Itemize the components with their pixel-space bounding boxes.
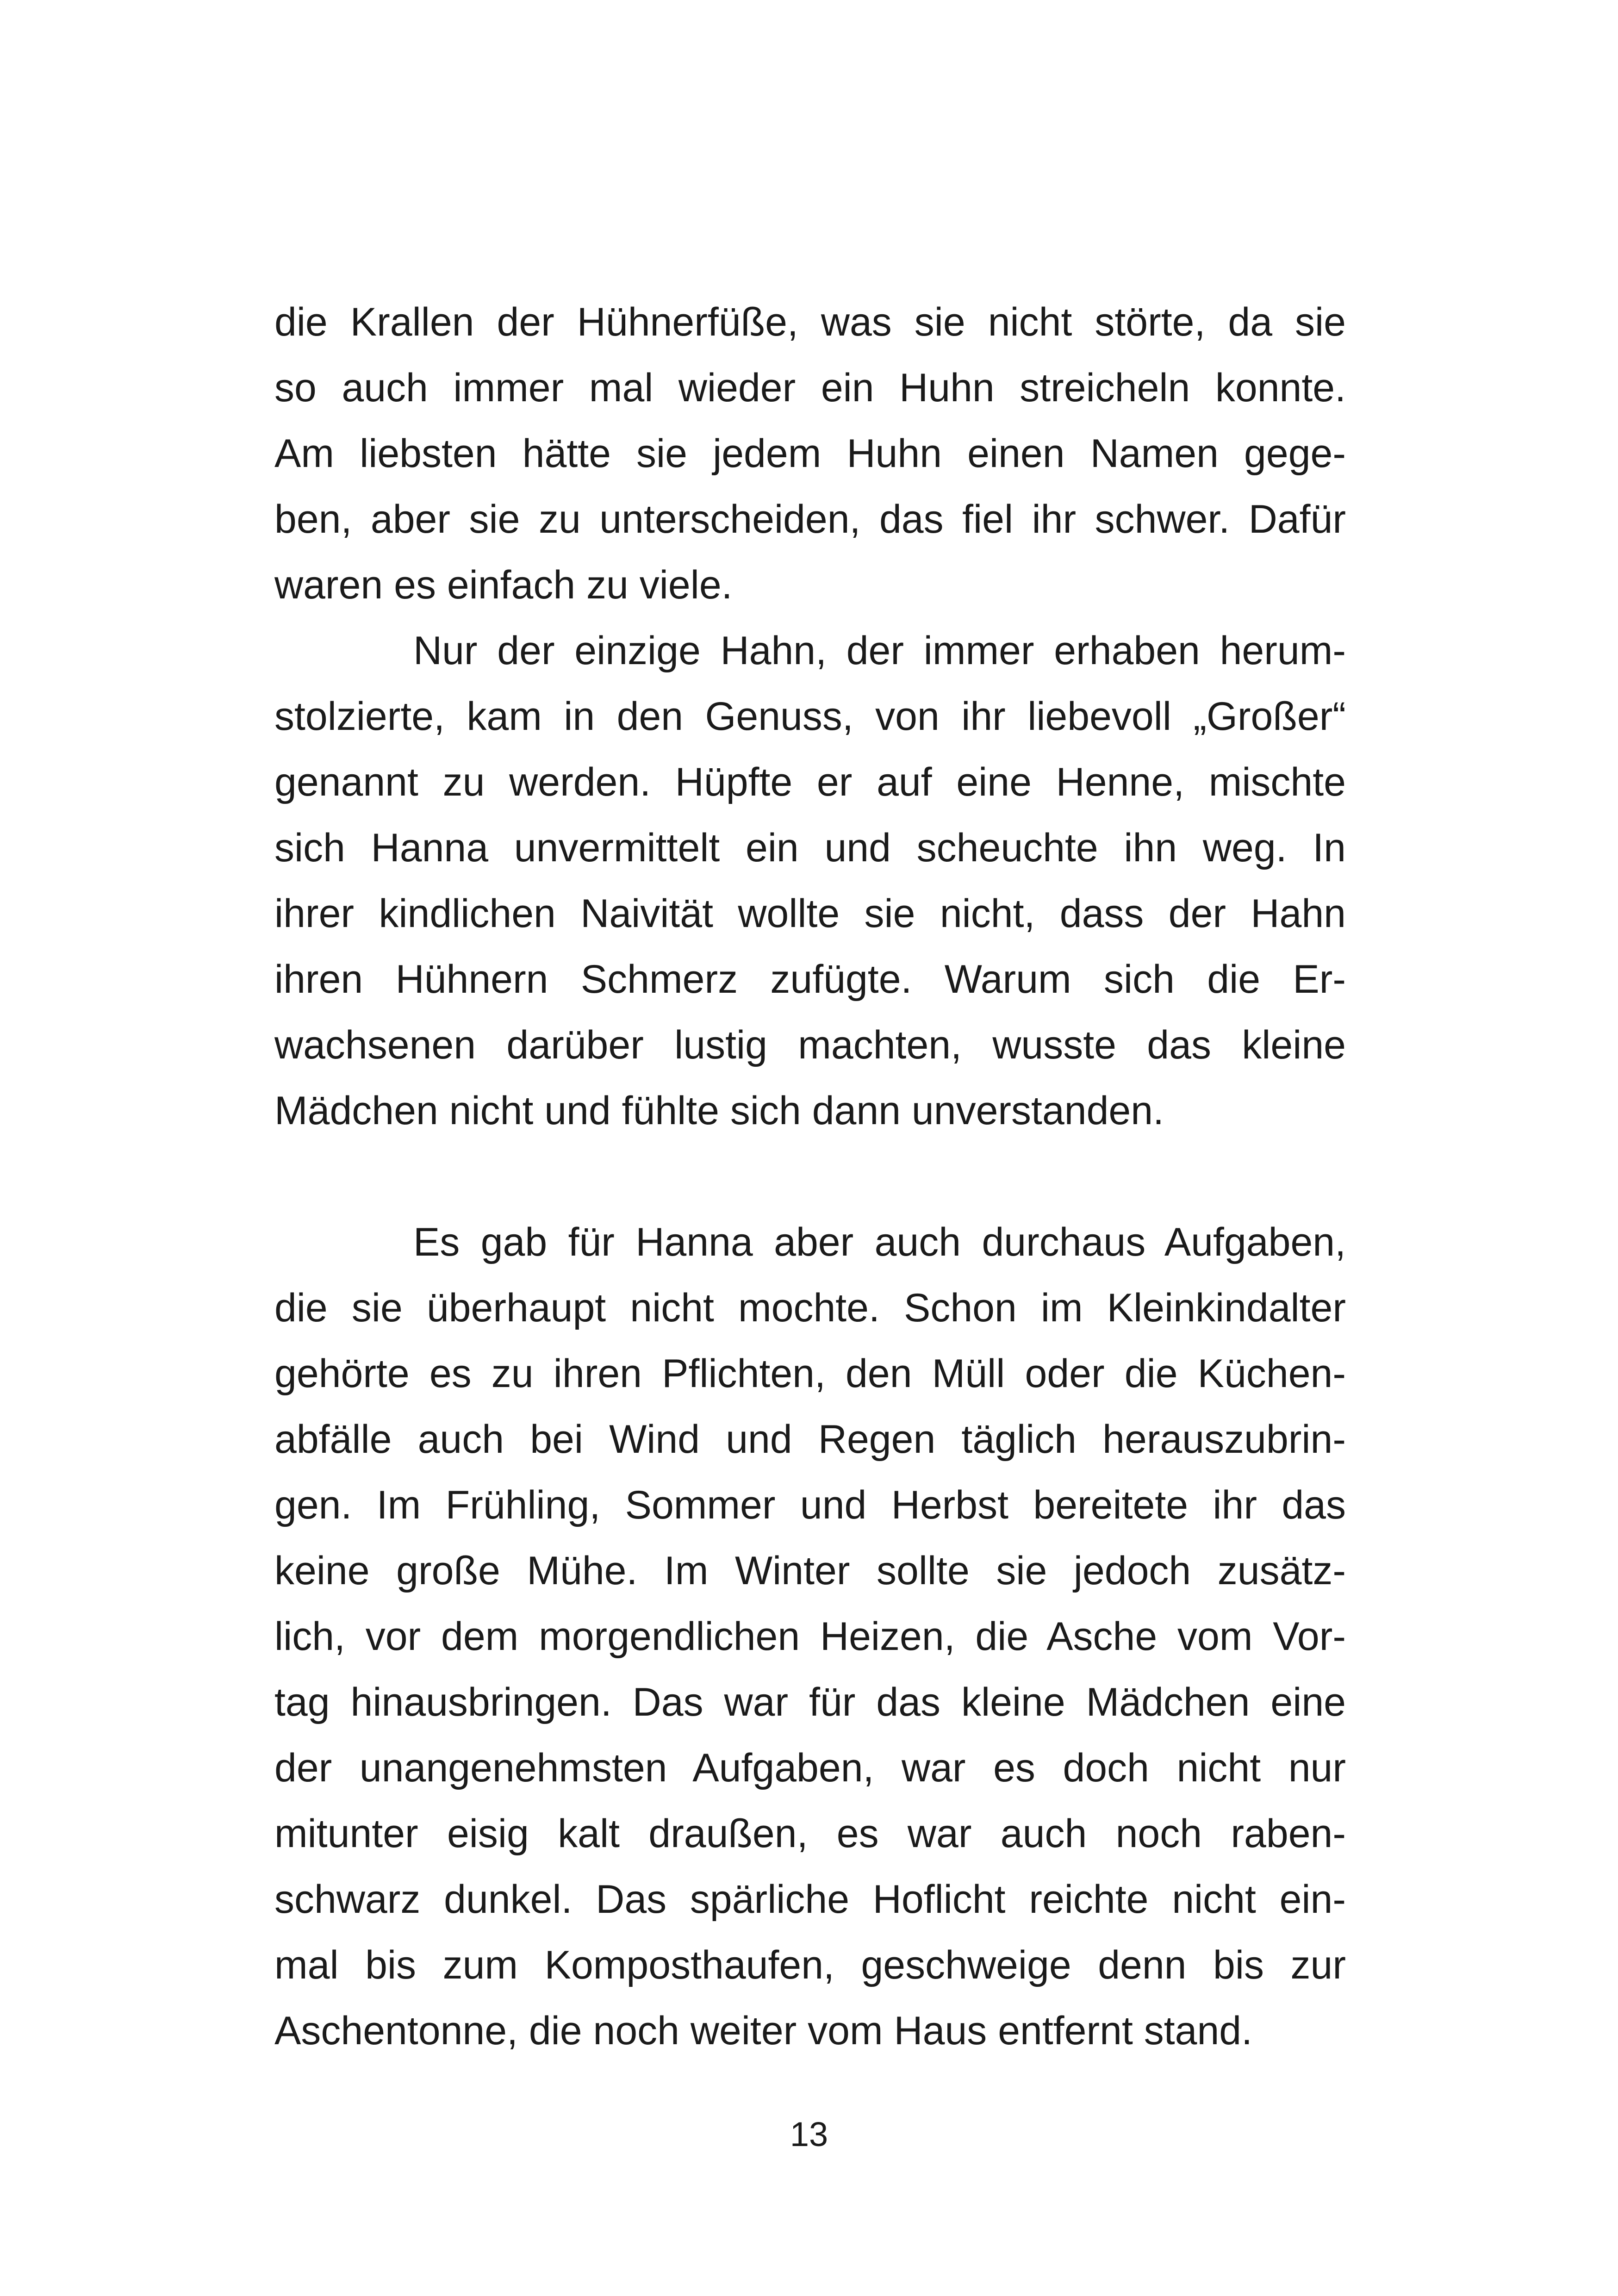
- text-line: wachsenen darüber lustig machten, wusste das kleine: [274, 1023, 1346, 1067]
- text-line: Es gab für Hanna aber auch durchaus Aufgaben,: [413, 1220, 1346, 1264]
- text-line: Nur der einzige Hahn, der immer erhaben herum-: [413, 628, 1346, 673]
- text-line: ihrer kindlichen Naivität wollte sie nicht, dass der Hahn: [274, 891, 1346, 936]
- text-line: Am liebsten hätte sie jedem Huhn einen Namen gege-: [274, 431, 1346, 476]
- text-line: keine große Mühe. Im Winter sollte sie jedoch zusätz-: [274, 1549, 1346, 1593]
- text-line: so auch immer mal wieder ein Huhn streicheln konnte.: [274, 366, 1346, 410]
- text-line: tag hinausbringen. Das war für das kleine Mädchen eine: [274, 1680, 1346, 1724]
- text-line: lich, vor dem morgendlichen Heizen, die Asche vom Vor-: [274, 1614, 1346, 1659]
- text-line: waren es einfach zu viele.: [274, 563, 733, 607]
- text-line: die sie überhaupt nicht mochte. Schon im Kleinkindalter: [274, 1286, 1346, 1330]
- text-line: ben, aber sie zu unterscheiden, das fiel ihr schwer. Dafür: [274, 497, 1346, 541]
- text-line: genannt zu werden. Hüpfte er auf eine Henne, mischte: [274, 760, 1346, 804]
- text-line: abfälle auch bei Wind und Regen täglich herauszubrin-: [274, 1417, 1346, 1462]
- text-line: gehörte es zu ihren Pflichten, den Müll oder die Küchen-: [274, 1351, 1346, 1396]
- text-line: sich Hanna unvermittelt ein und scheuchte ihn weg. In: [274, 826, 1346, 870]
- text-line: ihren Hühnern Schmerz zufügte. Warum sich die Er-: [274, 957, 1346, 1002]
- text-line: Aschentonne, die noch weiter vom Haus entfernt stand.: [274, 2009, 1253, 2053]
- text-line: gen. Im Frühling, Sommer und Herbst bereitete ihr das: [274, 1483, 1346, 1527]
- text-line: Mädchen nicht und fühlte sich dann unverstanden.: [274, 1089, 1164, 1133]
- text-line: der unangenehmsten Aufgaben, war es doch nicht nur: [274, 1746, 1346, 1790]
- text-line: stolzierte, kam in den Genuss, von ihr liebevoll „Großer“: [274, 694, 1346, 739]
- text-line: mitunter eisig kalt draußen, es war auch noch raben-: [274, 1811, 1346, 1856]
- text-line: schwarz dunkel. Das spärliche Hoflicht reichte nicht ein-: [274, 1877, 1346, 1922]
- page-number: 13: [790, 2115, 828, 2153]
- text-line: mal bis zum Komposthaufen, geschweige denn bis zur: [274, 1943, 1346, 1987]
- text-line: die Krallen der Hühnerfüße, was sie nicht störte, da sie: [274, 300, 1346, 344]
